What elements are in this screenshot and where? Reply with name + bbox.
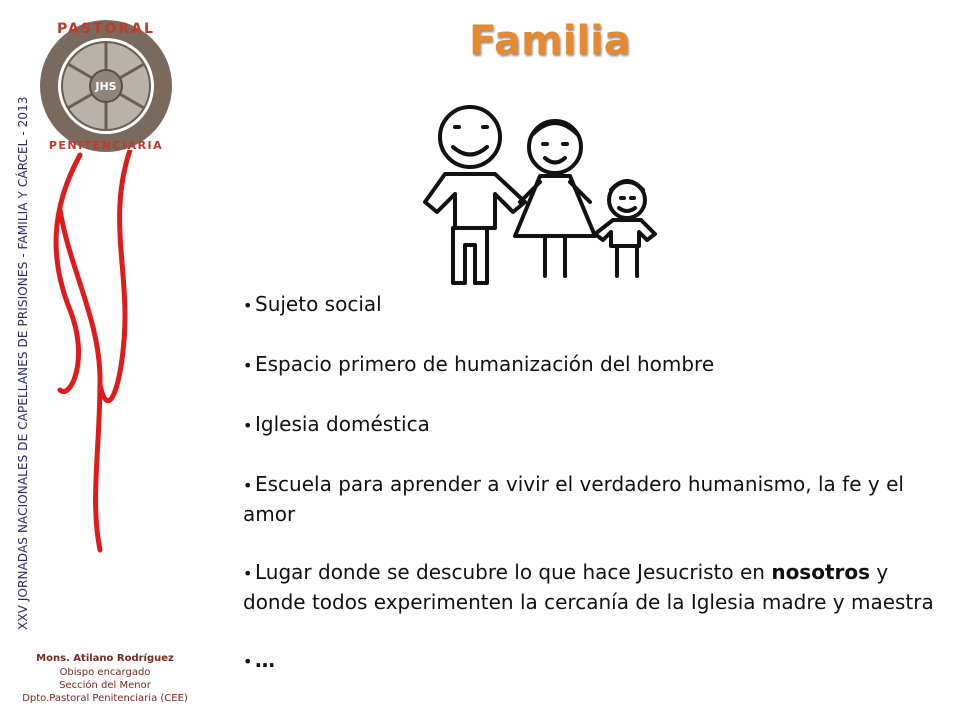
- family-illustration: [405, 92, 685, 287]
- bullet-item-1: • Sujeto social: [243, 290, 943, 320]
- bullet-item-4: • Escuela para aprender a vivir el verdadero humanismo, la fe y el amor: [243, 472, 904, 526]
- credits-section: Sección del Menor: [59, 680, 151, 691]
- bullet-item-2: • Espacio primero de humanización del hombre: [243, 350, 943, 380]
- slide-title: Familia: [469, 18, 631, 64]
- bullet-ellipsis: …: [255, 648, 275, 672]
- credits-name: Mons. Atilano Rodríguez: [36, 653, 174, 664]
- bullet-dot-icon: •: [243, 356, 253, 375]
- bullet-dot-icon: •: [243, 476, 253, 495]
- credits-department: Dpto.Pastoral Penitenciaria (CEE): [22, 693, 188, 704]
- bullet-dot-icon: •: [243, 564, 253, 583]
- bullet-item-3: • Iglesia doméstica: [243, 410, 943, 440]
- bullet-dot-icon: •: [243, 296, 253, 315]
- bullet-emphasis: nosotros: [771, 560, 871, 584]
- bullet-dot-icon: •: [243, 416, 253, 435]
- bullet-list: [243, 290, 943, 706]
- logo-bottom-text: PENITENCIARIA: [48, 139, 164, 152]
- decorative-red-waves: [30, 150, 190, 560]
- bullet-item-5: • Lugar donde se descubre lo que hace Jesucristo en nosotros y donde todos experimenten la cercanía de la Iglesia madre y maestra: [243, 560, 934, 614]
- bullet-dot-icon: •: [243, 652, 253, 671]
- logo-center-text: JHS: [95, 80, 117, 93]
- logo-top-text: PASTORAL: [57, 21, 155, 37]
- pastoral-penitenciaria-logo: [36, 16, 176, 156]
- credits-block: [0, 652, 210, 705]
- credits-role: Obispo encargado: [59, 667, 151, 678]
- event-vertical-label: XXV JORNADAS NACIONALES DE CAPELLANES DE PRISIONES - FAMILIA Y CÁRCEL - 2013: [16, 96, 30, 630]
- bullet-item-6: [243, 646, 943, 676]
